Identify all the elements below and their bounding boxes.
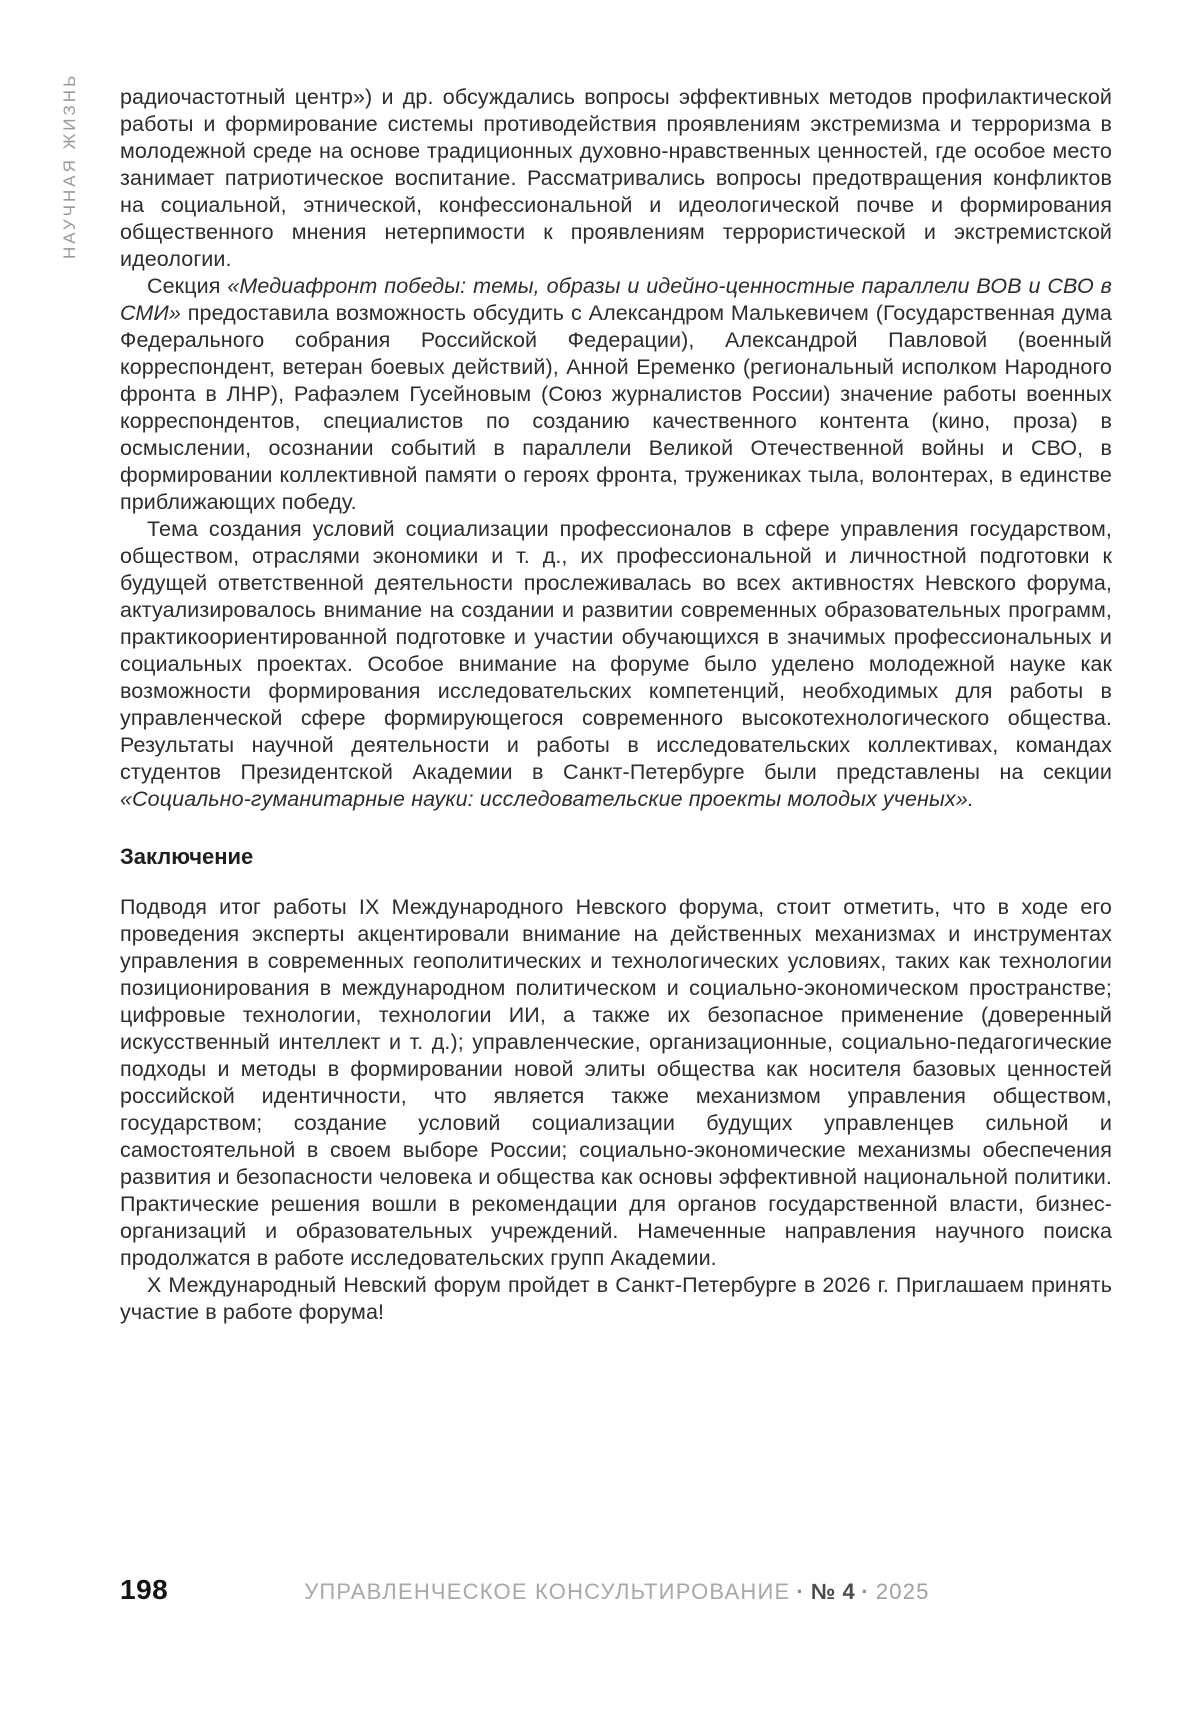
footer-separator-dot: · [796,1579,805,1604]
paragraph-text: Тема создания условий социализации профессионалов в сфере управления государством, обществом, отраслями экономики и т. д., их профессиональной и личностной подготовки к будущей ответственной деятельности прослеживалась во всех активностях Невского форума, актуализировалось внимание на создании и развитии современных образовательных программ, практикоориентированной подготовке и участии обучающихся в значимых профессиональных и социальных проектах. Особое внимание на форуме было уделено молодежной науке как возможности формирования исследовательских компетенций, необходимых для работы в управленческой сфере формирующегося современного высокотехнологического общества. Результаты научной деятельности и работы в исследовательских коллективах, командах студентов Президентской Академии в Санкт-Петербурге были представлены на секции [120,517,1112,784]
journal-issue-number: № 4 [810,1579,856,1604]
paragraph-text: Секция [147,274,228,298]
conclusion-heading: Заключение [120,844,254,869]
paragraph-text: предоставила возможность обсудить с Александром Малькевичем (Государственная дума Федерального собрания Российской Федерации), Александрой Павловой (военный корреспондент, ветеран боевых действий), Анной Еременко (региональный исполком Народного фронта в ЛНР), Рафаэлем Гусейновым (Союз журналистов России) значение работы военных корреспондентов, специалистов по созданию качественного контента (кино, проза) в осмыслении, осознании событий в параллели Великой Отечественной войны и СВО, в формировании коллективной памяти о героях фронта, тружениках тыла, волонтерах, в единстве приближающих победу. [120,301,1112,514]
paragraph-text: Х Международный Невский форум пройдет в Санкт-Петербурге в 2026 г. Приглашаем принять участие в работе форума! [120,1273,1112,1324]
paragraph-continuation [120,84,1112,273]
journal-footer-line [304,1579,929,1605]
journal-year: 2025 [875,1579,930,1604]
paragraph-socialization-theme [120,516,1112,813]
paragraph-invitation [120,1272,1112,1326]
section-sidebar-label: НАУЧНАЯ ЖИЗНЬ [60,72,79,259]
journal-name: УПРАВЛЕНЧЕСКОЕ КОНСУЛЬТИРОВАНИЕ [304,1579,791,1604]
article-body [120,84,1112,1326]
page-footer [120,1574,1112,1606]
page-number: 198 [120,1574,169,1605]
paragraph-text: Подводя итог работы IX Международного Невского форума, стоит отметить, что в ходе его проведения эксперты акцентировали внимание на действенных механизмах и инструментах управления в современных геополитических и технологических условиях, таких как технологии позиционирования в международном политическом и социально-экономическом пространстве; цифровые технологии, технологии ИИ, а также их безопасное применение (доверенный искусственный интеллект и т. д.); управленческие, организационные, социально-педагогические подходы и методы в формировании новой элиты общества как носителя базовых ценностей российской идентичности, что является также механизмом управления обществом, государством; создание условий социализации будущих управленцев сильной и самостоятельной в своем выборе России; социально-экономические механизмы обеспечения развития и безопасности человека и общества как основы эффективной национальной политики. Практические решения вошли в рекомендации для органов государственной власти, бизнес-организаций и образовательных учреждений. Намеченные направления научного поиска продолжатся в работе исследовательских групп Академии. [120,895,1112,1270]
paragraph-media-section [120,273,1112,516]
section-title-italic: «Социально-гуманитарные науки: исследовательские проекты молодых ученых». [120,787,974,811]
paragraph-text: радиочастотный центр») и др. обсуждались вопросы эффективных методов профилактической работы и формирование системы противодействия проявлениям экстремизма и терроризма в молодежной среде на основе традиционных духовно-нравственных ценностей, где особое место занимает патриотическое воспитание. Рассматривались вопросы предотвращения конфликтов на социальной, этнической, конфессиональной и идеологической почве и формирования общественного мнения нетерпимости к проявлениям террористической и экстремистской идеологии. [120,85,1112,271]
section-title-italic: «Медиафронт победы: темы, образы и идейно-ценностные параллели ВОВ и СВО в СМИ» [120,274,1112,325]
paragraph-conclusion [120,894,1112,1272]
footer-separator-dot: · [861,1579,870,1604]
